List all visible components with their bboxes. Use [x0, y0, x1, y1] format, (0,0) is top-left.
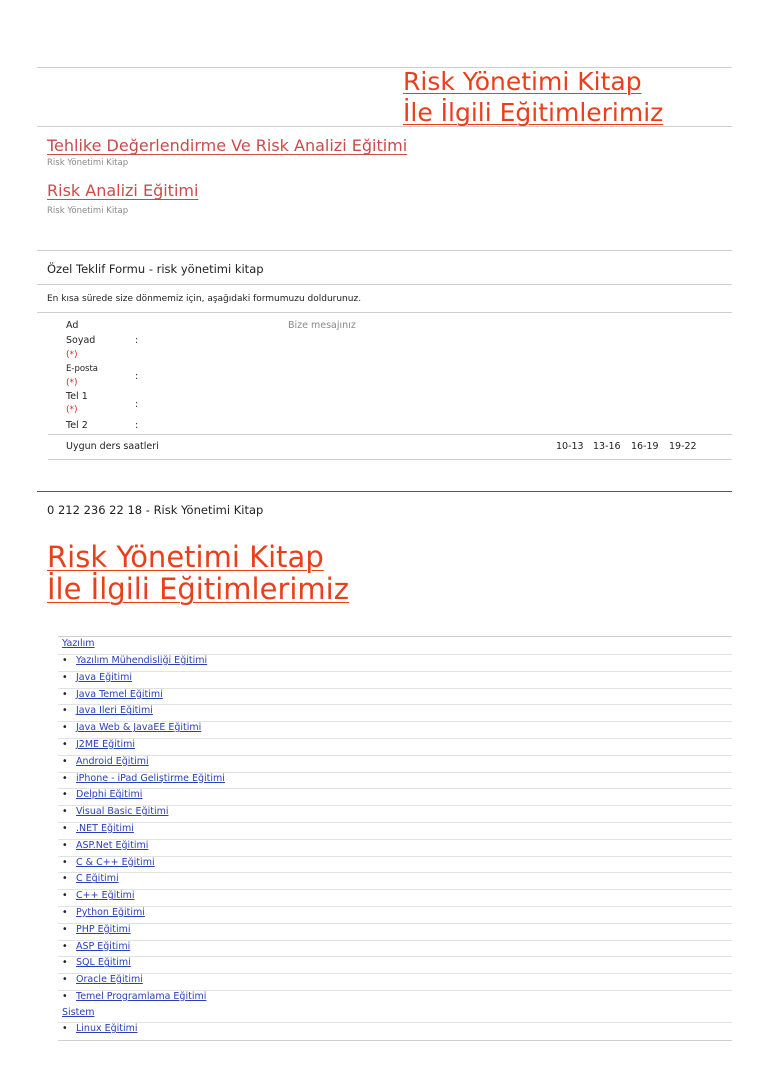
email-label: E-posta — [66, 364, 99, 374]
course-subtitle: Risk Yönetimi Kitap — [47, 206, 129, 216]
hour-option-13-16[interactable]: 13-16 — [593, 441, 621, 452]
bullet-icon: • — [62, 755, 68, 767]
list-row-divider — [58, 940, 732, 941]
list-item-link[interactable]: Java İleri Eğitimi — [76, 705, 153, 717]
list-row-divider — [58, 1022, 732, 1023]
list-item-link[interactable]: C++ Eğitimi — [76, 890, 135, 902]
tel2-colon: : — [135, 420, 139, 431]
list-item-link[interactable]: C & C++ Eğitimi — [76, 856, 155, 868]
list-item-link[interactable]: Yazılım Mühendisliği Eğitimi — [76, 655, 208, 666]
list-item-link[interactable]: Java Temel Eğitimi — [76, 688, 163, 700]
form-intro: En kısa sürede size dönmemiz için, aşağıdaki formumuzu doldurunuz. — [47, 294, 362, 304]
message-label: Bize mesajınız — [288, 320, 356, 331]
name-label: Ad — [66, 320, 79, 331]
list-row-divider — [58, 822, 732, 823]
bullet-icon: • — [62, 671, 68, 683]
list-row-divider — [58, 872, 732, 873]
list-item-link[interactable]: Temel Programlama Eğitimi — [76, 991, 207, 1002]
bullet-icon: • — [62, 839, 68, 851]
phone-divider — [37, 491, 732, 492]
bullet-icon: • — [62, 806, 68, 818]
hour-option-16-19[interactable]: 16-19 — [631, 441, 659, 452]
hours-label: Uygun ders saatleri — [66, 441, 159, 452]
section-title[interactable] — [47, 541, 349, 605]
list-item-link[interactable]: Linux Eğitimi — [76, 1023, 138, 1034]
form-title: Özel Teklif Formu - risk yönetimi kitap — [47, 262, 264, 276]
form-intro-divider — [37, 312, 732, 313]
bullet-icon: • — [62, 1023, 68, 1034]
list-item-link[interactable]: SQL Eğitimi — [76, 957, 131, 969]
bullet-icon: • — [62, 940, 68, 952]
category-software[interactable]: Yazılım — [62, 638, 95, 649]
list-item-link[interactable]: J2ME Eğitimi — [76, 739, 135, 750]
category-system[interactable]: Sistem — [62, 1007, 95, 1018]
bullet-icon: • — [62, 722, 68, 734]
list-row-divider — [58, 721, 732, 722]
email-colon: : — [135, 371, 139, 382]
tel1-label: Tel 1 — [66, 391, 88, 402]
list-row-divider — [58, 788, 732, 789]
list-item-link[interactable]: ASP.Net Eğitimi — [76, 839, 149, 851]
list-item-link[interactable]: Oracle Eğitimi — [76, 974, 143, 986]
list-item-link[interactable]: Java Web & JavaEE Eğitimi — [76, 722, 202, 734]
section-title-line1[interactable]: Risk Yönetimi Kitap — [47, 540, 324, 574]
list-row-divider — [58, 654, 732, 655]
list-row-divider — [58, 671, 732, 672]
bullet-icon: • — [62, 856, 68, 868]
list-item-link[interactable]: Python Eğitimi — [76, 907, 145, 918]
bullet-icon: • — [62, 688, 68, 700]
list-row-divider — [58, 688, 732, 689]
header-title-line2[interactable]: İle İlgili Eğitimlerimiz — [403, 98, 664, 127]
bullet-icon: • — [62, 739, 68, 750]
bullet-icon: • — [62, 705, 68, 717]
bullet-icon: • — [62, 789, 68, 801]
hours-bottom-divider — [48, 459, 732, 460]
bullet-icon: • — [62, 957, 68, 969]
list-row-divider — [58, 856, 732, 857]
hours-top-divider — [48, 434, 732, 435]
email-required-mark: (*) — [66, 378, 78, 388]
header-divider — [37, 126, 732, 127]
form-title-divider — [37, 284, 732, 285]
tel1-required-mark: (*) — [66, 405, 78, 415]
bullet-icon: • — [62, 772, 68, 784]
list-item-link[interactable]: .NET Eğitimi — [76, 823, 134, 834]
bullet-icon: • — [62, 907, 68, 918]
list-row-divider — [58, 973, 732, 974]
hour-option-10-13[interactable]: 10-13 — [556, 441, 584, 452]
list-row-divider — [58, 906, 732, 907]
course-subtitle: Risk Yönetimi Kitap — [47, 158, 129, 168]
list-row-divider — [58, 889, 732, 890]
list-top-divider — [58, 636, 732, 637]
list-item-link[interactable]: Delphi Eğitimi — [76, 789, 143, 801]
course-link-risk-assessment[interactable]: Tehlike Değerlendirme Ve Risk Analizi Eğitimi — [47, 136, 408, 155]
bullet-icon: • — [62, 974, 68, 986]
tel2-label: Tel 2 — [66, 420, 88, 431]
list-row-divider — [58, 839, 732, 840]
surname-label: Soyad — [66, 335, 96, 346]
list-row-divider — [58, 704, 732, 705]
list-item-link[interactable]: C Eğitimi — [76, 873, 119, 885]
surname-required-mark: (*) — [66, 350, 78, 360]
bullet-icon: • — [62, 923, 68, 935]
bullet-icon: • — [62, 823, 68, 834]
surname-colon: : — [135, 335, 139, 346]
header-title[interactable] — [403, 66, 663, 128]
section-title-line2[interactable]: İle İlgili Eğitimlerimiz — [47, 572, 349, 606]
bullet-icon: • — [62, 655, 68, 666]
list-row-divider — [58, 805, 732, 806]
list-row-divider — [58, 772, 732, 773]
phone-line: 0 212 236 22 18 - Risk Yönetimi Kitap — [47, 503, 264, 517]
bullet-icon: • — [62, 890, 68, 902]
list-item-link[interactable]: PHP Eğitimi — [76, 923, 131, 935]
list-row-divider — [58, 738, 732, 739]
list-item-link[interactable]: Android Eğitimi — [76, 755, 149, 767]
tel1-colon: : — [135, 399, 139, 410]
list-row-divider — [58, 923, 732, 924]
bullet-icon: • — [62, 991, 68, 1002]
list-row-divider — [58, 755, 732, 756]
list-item-link[interactable]: ASP Eğitimi — [76, 940, 131, 952]
list-bottom-divider — [58, 1040, 732, 1041]
list-item-link[interactable]: Java Eğitimi — [76, 671, 133, 683]
list-row-divider — [58, 990, 732, 991]
list-row-divider — [58, 956, 732, 957]
course-link-risk-analysis[interactable]: Risk Analizi Eğitimi — [47, 181, 199, 200]
list-item-link[interactable]: Visual Basic Eğitimi — [76, 806, 169, 818]
header-title-line1[interactable]: Risk Yönetimi Kitap — [403, 67, 642, 96]
form-top-divider — [37, 250, 732, 251]
bullet-icon: • — [62, 873, 68, 885]
hour-option-19-22[interactable]: 19-22 — [669, 441, 697, 452]
list-item-link[interactable]: iPhone - iPad Geliştirme Eğitimi — [76, 772, 225, 784]
